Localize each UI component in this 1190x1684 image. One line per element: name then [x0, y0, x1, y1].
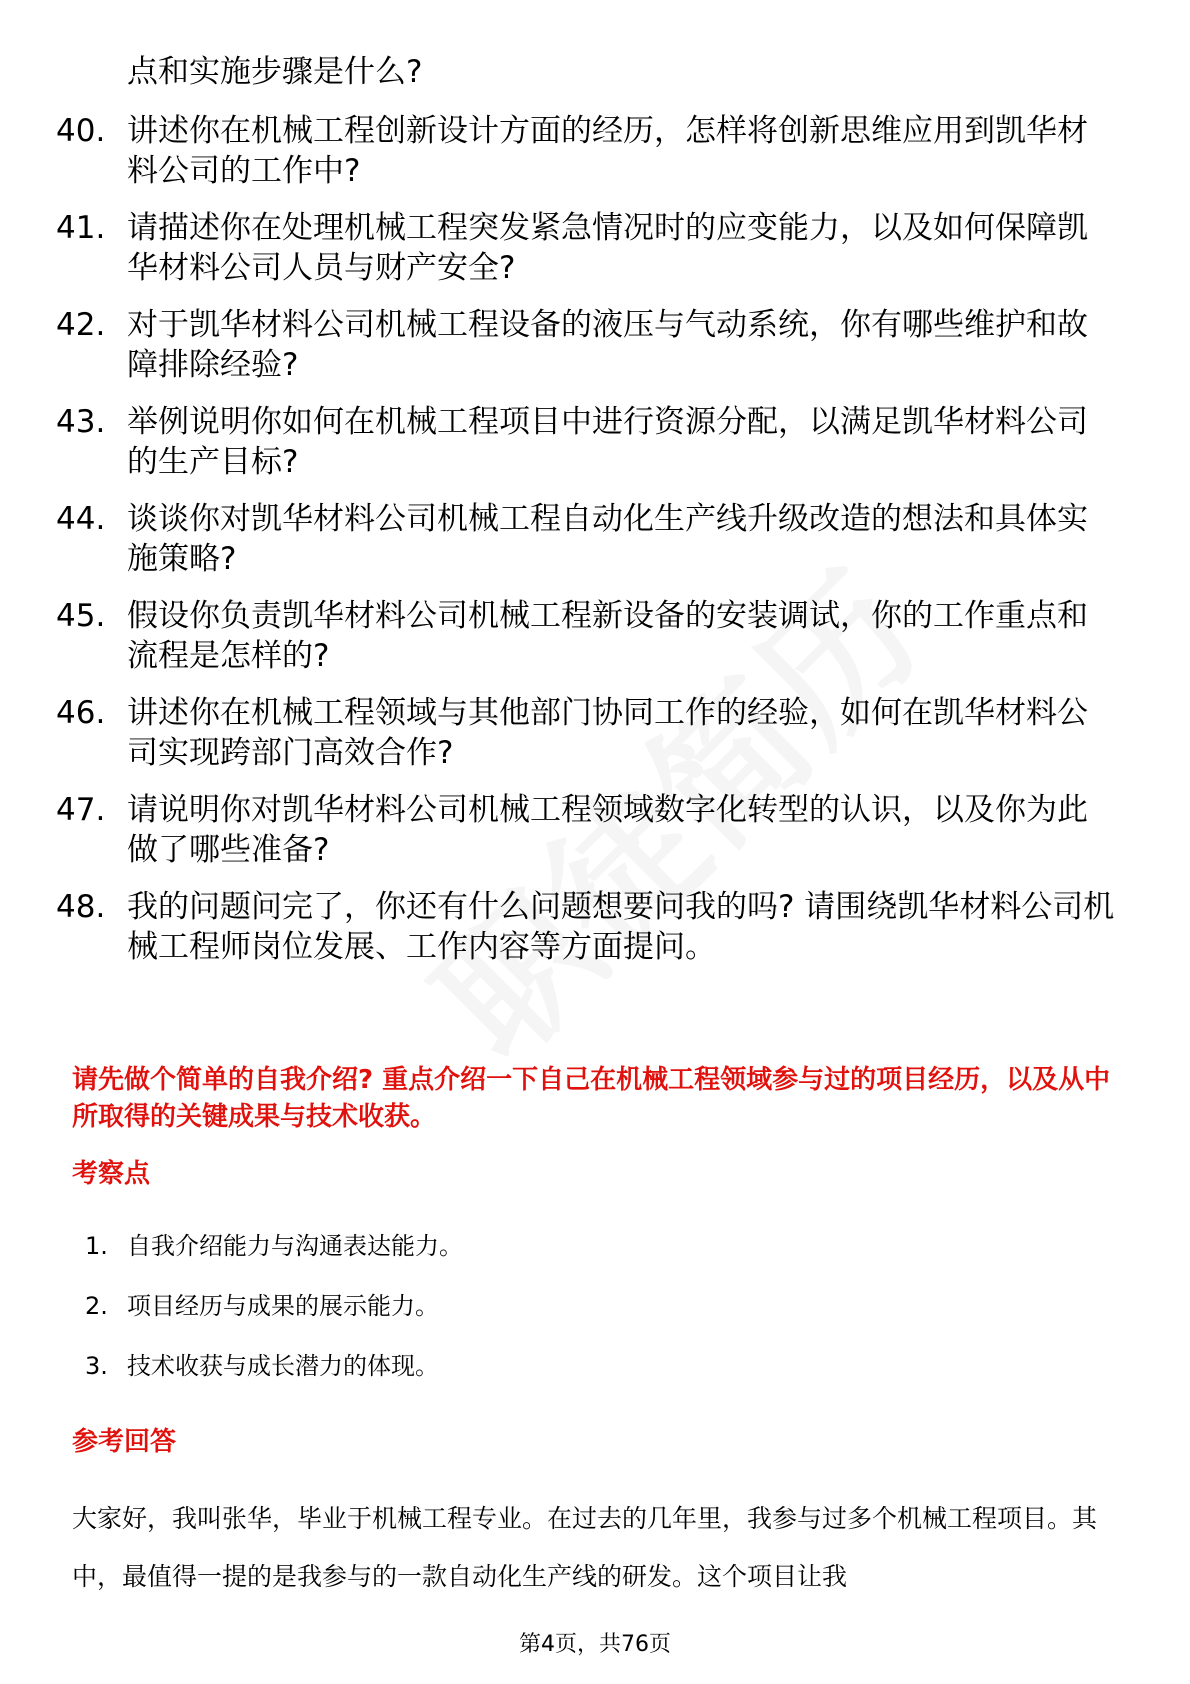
list-item-number: 2. [85, 1292, 108, 1320]
continued-question-text: 点和实施步骤是什么? [127, 54, 423, 90]
question-item [0, 108, 1190, 205]
page-number-footer: 第4页，共76页 [519, 1632, 671, 1657]
question-list [0, 108, 1190, 981]
reference-answer-text: 大家好，我叫张华，毕业于机械工程专业。在过去的几年里，我参与过多个机械工程项目。其中，最值得一提的是我参与的一款自动化生产线的研发。这个项目让我 [72, 1504, 1098, 1591]
question-number: 40. [56, 113, 106, 149]
interview-question-prompt: 请先做个简单的自我介绍? 重点介绍一下自己在机械工程领域参与过的项目经历，以及从中所取得的关键成果与技术收获。 [72, 1065, 1111, 1132]
list-item-number: 1. [85, 1232, 108, 1260]
list-item-number: 3. [85, 1352, 108, 1380]
assessment-point-list [0, 1230, 1190, 1410]
question-number: 42. [56, 307, 106, 343]
question-text: 举例说明你如何在机械工程项目中进行资源分配，以满足凯华材料公司的生产目标? [127, 404, 1088, 480]
question-item [0, 593, 1190, 690]
question-number: 48. [56, 889, 106, 925]
question-item [0, 787, 1190, 884]
question-item [0, 399, 1190, 496]
question-text: 讲述你在机械工程领域与其他部门协同工作的经验，如何在凯华材料公司实现跨部门高效合作? [127, 695, 1088, 771]
question-text: 谈谈你对凯华材料公司机械工程自动化生产线升级改造的想法和具体实施策略? [127, 501, 1088, 577]
question-item [0, 690, 1190, 787]
question-text: 对于凯华材料公司机械工程设备的液压与气动系统，你有哪些维护和故障排除经验? [127, 307, 1088, 383]
question-item [0, 302, 1190, 399]
question-text: 我的问题问完了，你还有什么问题想要问我的吗? 请围绕凯华材料公司机械工程师岗位发展、工作内容等方面提问。 [127, 889, 1115, 965]
question-number: 44. [56, 501, 106, 537]
question-number: 45. [56, 598, 106, 634]
question-text: 请说明你对凯华材料公司机械工程领域数字化转型的认识，以及你为此做了哪些准备? [127, 792, 1088, 868]
question-text: 请描述你在处理机械工程突发紧急情况时的应变能力，以及如何保障凯华材料公司人员与财产安全? [127, 210, 1088, 286]
question-item [0, 496, 1190, 593]
list-item [0, 1230, 1190, 1290]
list-item-text: 技术收获与成长潜力的体现。 [127, 1352, 439, 1380]
question-text: 假设你负责凯华材料公司机械工程新设备的安装调试，你的工作重点和流程是怎样的? [127, 598, 1088, 674]
question-text: 讲述你在机械工程创新设计方面的经历，怎样将创新思维应用到凯华材料公司的工作中? [127, 113, 1088, 189]
list-item [0, 1290, 1190, 1350]
list-item [0, 1350, 1190, 1410]
question-number: 43. [56, 404, 106, 440]
list-item-text: 项目经历与成果的展示能力。 [127, 1292, 439, 1320]
question-item [0, 205, 1190, 302]
question-number: 47. [56, 792, 106, 828]
section-heading-assessment-points: 考察点 [72, 1159, 151, 1189]
section-heading-reference-answer: 参考回答 [72, 1427, 177, 1457]
list-item-text: 自我介绍能力与沟通表达能力。 [127, 1232, 463, 1260]
question-number: 41. [56, 210, 106, 246]
question-item [0, 884, 1190, 981]
question-number: 46. [56, 695, 106, 731]
